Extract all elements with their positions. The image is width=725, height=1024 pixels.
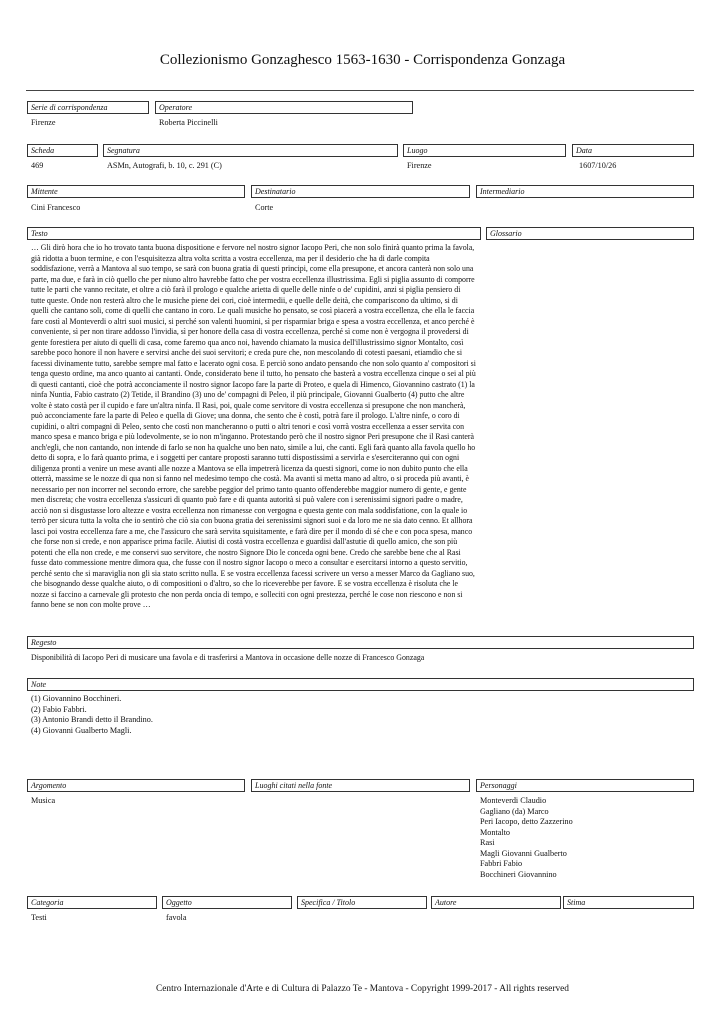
note-item: (2) Fabio Fabbri. [31,704,87,714]
personaggio-item: Montalto [480,827,511,837]
oggetto-header: Oggetto [162,896,292,909]
personaggio-item: Bocchineri Giovannino [480,869,557,879]
note-item: (4) Giovanni Gualberto Magli. [31,725,132,735]
personaggio-item: Gagliano (da) Marco [480,806,549,816]
operatore-header: Operatore [155,101,413,114]
destinatario-header: Destinatario [251,185,470,198]
data-header: Data [572,144,694,157]
title-divider [26,90,694,91]
serie-value: Firenze [31,118,56,127]
operatore-value: Roberta Piccinelli [159,118,218,127]
categoria-value: Testi [31,913,47,922]
specifica-header: Specifica / Titolo [297,896,427,909]
note-header: Note [27,678,694,691]
luogo-header: Luogo [403,144,566,157]
personaggio-item: Peri Iacopo, detto Zazzerino [480,817,573,826]
stima-header: Stima [563,896,694,909]
destinatario-value: Corte [255,203,274,212]
note-item: (3) Antonio Brandi detto il Brandino. [31,715,153,724]
luogo-value: Firenze [407,161,432,170]
personaggio-item: Rasi [480,838,495,847]
mittente-value: Cini Francesco [31,203,81,212]
personaggio-item: Magli Giovanni Gualberto [480,848,567,858]
data-value: 1607/10/26 [579,161,617,170]
personaggi-header: Personaggi [476,779,694,792]
luoghi-citati-header: Luoghi citati nella fonte [251,779,470,792]
autore-header: Autore [431,896,561,909]
regesto-value: Disponibilità di Iacopo Peri di musicare una favola e di trasferirsi a Mantova in occasione delle nozze di Francesco Gonzaga [31,653,425,662]
page-footer: Centro Internazionale d'Arte e di Cultura di Palazzo Te - Mantova - Copyright 1999-2017 - All rights reserved [156,984,569,994]
serie-header: Serie di corrispondenza [27,101,149,114]
testo-body: … Gli dirò hora che io ho trovato tanta buona dispositione e fervore nel nostro signor Iacopo Peri, che non solo finirà quanto prima la favola, già ridotta a buon termine, e con l'esquisitezza altra volta scritta a vostra eccellenza, ma per il desiderio che ha di darle compita soddisfazione, verrà a Mantova al suo tempo, se sarà con buona gratia di questi principi, come ella presupone, et ancora canterà non solo una parte, ma due, e farà in ciò quello che per niuno altro havrebbe fatto che per vostra eccellenza illustrissima. Egli si piglia assunto di comporre tutte le parti che vanno recitate, et oltre a ciò farà il prologo e qualche arietta di quelle delle ninfe o de' cupidini, anzi si piglia pensiero di tutte queste. Onde non resterà altro che le musiche piene dei cori, cioè intermedii, e quelle delle deità, che compariscono da ultimo, si di quelli che cantano soli, come di quelli che cantano in coro. Le quali musiche ho pensato, se così piacerà a vostra eccellenza, che ella le faccia fare costì al Monteverdi o altri suoi musici, si perché son valenti huomini, sì per risparmiar briga e spesa a vostra eccellenza, et anco perché è conveniente, sì per non tirare addosso l'invidia, sì per honore della casa di vostra eccellenza, perché sì come non è vergogna il provedersi di gente forestiera per aiuto di quelli di casa, come faremo qua anco noi, havendo chiamato la musica dell'illustrissimo signor Montalto, così sarebbe poco honore il non havere e servirsi anche dei suoi servitori; e creda pure che, non mescolando di cotesti paesani, etiamdio che si facessi divinamente tutto, sarebbe sempre mal fatto e lacerato ogni cosa. E perciò sono andato pensando che non solo quanto a' compositori si tenga questo ordine, ma anco quanto ai cantanti. Onde, considerato bene il tutto, ho pensato che basterà a vostra eccellenza cinque o sei al più di questi cantanti, cioè che potrà acconciamente il nostro signor Iacopo fare la parte di Proteo, e quela di Himenco, Giovannino castrato (1) la ninfa Nuntia, Fabio castrato (2) Tetide, il Brandino (3) uno de' compagni di Peleo, il più principale, Giovanni Gualberto (4) putto che altre volte è stato costà per il cupido e fare un'altra ninfa. Il Rasi, poi, quale come servitore di vostra eccellenza si presupone che non mancherà, può acconciamente fare la parte di Peleo e quella di Giove; una donna, che sento che è costì, potrà fare il prologo. L'altre ninfe, o coro di cupidini, o altri compagni di Peleo, sento che costì non mancheranno o putti o altri tenori e così vorrà vostra eccellenza a esser servita con manco spesa e manco briga e più lodevolmente, se io non m'inganno. Protestando però che il nostro signor Peri presupone che il Rasi canterà anch'egli, che non cantando, non intende di farlo se non ha qualche uno ben nato, simile a lui, che canti. Egli farà quanto alla favola quello ho detto di sopra, e lo farà quanto prima, e i soggetti per cantare proposti saranno tutti dispostissimi a servirla e s'eserciteranno qui con ogni diligenza pronti a venire un mese avanti alle nozze a Mantova se ella impetrerà licenza da questi signori, come io non dubito punto che ella otterrà, massime se le nozze di qua non si fanno nel medesimo tempo che costà. Ma avanti si metta mano ad altro, o si proceda più avanti, è necessario per non incorrer nel secondo errore, che sarebbe peggior del primo tanto quanto offenderebbe maggior numero di gente, e gente men discreta; che vostra eccellenza s'assicuri di quanto può fare e di quanta autorità si può valere con i serenissimi signori padre o madre, acciò non si disgustasse loro altezze e vostra eccellenza non rimanesse con vergogna e questa gente con mala soddisfatione, con la quale io terrò per sicura tutta la volta che io sentirò che ciò sia con buona gratia dei serenissimi signori suoi e da loro me ne sia dato cenno. Et allhora lasci poi vostra eccellenza fare a me, che l'assicuro che sarà servita squisitamente, e farà dire per il mondo di sé che e con poca spesa, manco che forse non si crede, e non apparisce prima facile. Aiutisi di costà vostra eccellenza e guardisi dall'astutie di quello amico, che son più potenti che ella non crede, e me conservi suo servitore, che nostro Signore Dio le conceda ogni bene. Credo che sarebbe bene che al Rasi fusse dato commessione mentre dimora qua, che fusse con il nostro signor Iacopo o meco a consultar e esercitarsi intorno a questo servitio, perché sento che si maraviglia non gli sia stato scritto nulla. E se vostra eccellenza facessi scrivere un verso a messer Marco da Gagliano suo, che bisognando desse qualche aiuto, o di compositioni o d'altro, so che lo riceverebbe per favore. E se vostra eccellenza è risoluta che le nozze si faccino a carnevale gli protesto che non perda oncia di tempo, e solleciti con ogni prestezza, perché le cose non riescono e non si fanno bene se non con molte prove … [31,243,476,609]
page-title: Collezionismo Gonzaghesco 1563-1630 - Corrispondenza Gonzaga [159,52,566,68]
note-item: (1) Giovannino Bocchineri. [31,694,122,703]
glossario-header: Glossario [486,227,694,240]
argomento-value: Musica [31,796,56,805]
categoria-header: Categoria [27,896,157,909]
scheda-header: Scheda [27,144,98,157]
personaggi-list [480,796,573,880]
argomento-header: Argomento [27,779,245,792]
segnatura-value: ASMn, Autografi, b. 10, c. 291 (C) [107,161,222,170]
testo-header: Testo [27,227,481,240]
personaggio-item: Monteverdi Claudio [480,796,547,805]
note-list [31,694,153,736]
oggetto-value: favola [166,913,187,922]
scheda-value: 469 [31,161,44,170]
regesto-header: Regesto [27,636,694,649]
mittente-header: Mittente [27,185,245,198]
segnatura-header: Segnatura [103,144,398,157]
personaggio-item: Fabbri Fabio [480,859,523,868]
intermediario-header: Intermediario [476,185,694,198]
